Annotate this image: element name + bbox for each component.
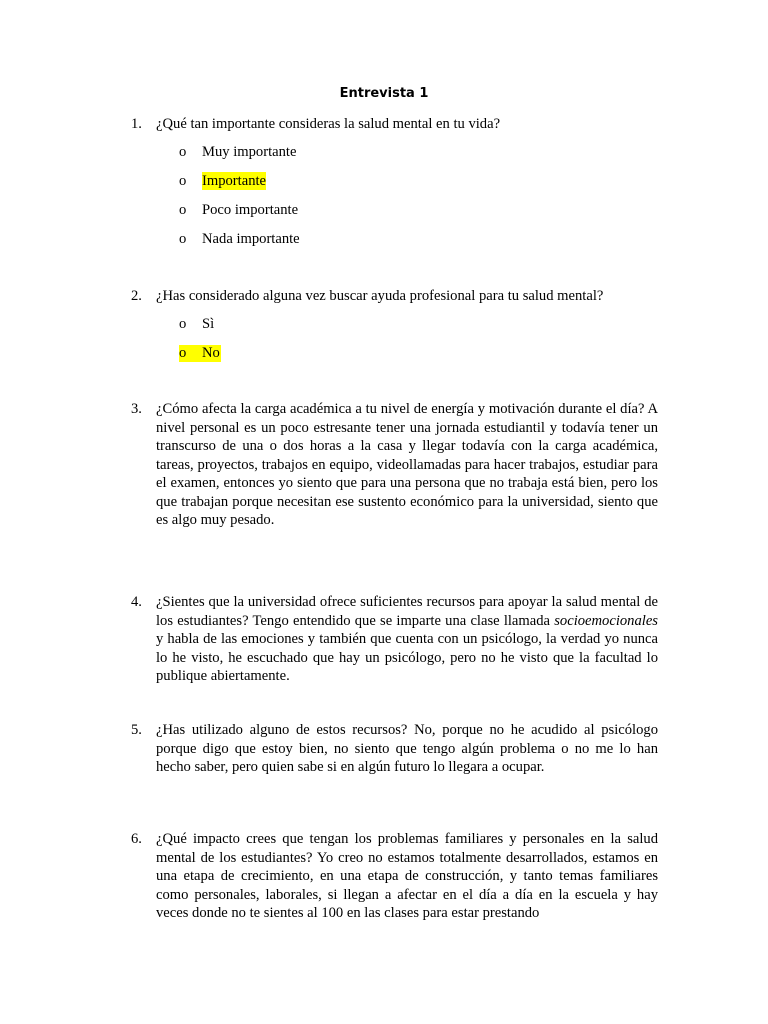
option-label: Nada importante [202,231,300,247]
option-label: Poco importante [202,202,299,218]
question-text-part: y habla de las emociones y también que cuenta con un psicólogo, la verdad yo nunca lo he visto, he escuchado que hay un psicólogo, pero no he visto que la facultad lo publique abiertamente. [156,631,658,684]
question-number: 2. [131,288,142,304]
question-number: 1. [131,116,142,132]
option-label: Muy importante [202,144,297,160]
question-text: ¿Qué tan importante consideras la salud mental en tu vida? [156,116,501,132]
question-text: ¿Qué impacto crees que tengan los problemas familiares y personales en la salud mental de los estudiantes? Yo creo no estamos totalmente desarrollados, estamos en una etapa de crecimiento, en una etapa de construcción, y tanto temas familiares como personales, laborales, si llegan a afectar en el día a día en la escuela y hay veces donde no te sientes al 100 en las clases para estar prestando [156,831,658,921]
question-text: ¿Has utilizado alguno de estos recursos? No, porque no he acudido al psicólogo porque digo que estoy bien, no siento que tengo algún problema o no me lo han hecho saber, pero quien sabe si en algún futuro lo llegara a ocupar. [156,722,658,775]
question-4 [131,593,658,686]
italic-term: socioemocionales [554,612,658,629]
option-label: Sì [202,316,215,332]
question-3 [131,400,658,530]
question-number: 4. [131,594,142,610]
question-text [156,593,658,686]
bullet-marker: o [179,202,187,218]
question-number: 3. [131,401,142,417]
option-label-highlighted: Importante [202,173,267,189]
question-text-part: ¿Sientes que la universidad ofrece suficientes recursos para apoyar la salud mental de los estudiantes? Tengo entendido que se imparte una clase llamada [156,594,658,629]
bullet-marker: o [179,231,187,247]
bullet-marker: o [179,316,187,332]
document-title: Entrevista 1 [339,86,429,101]
question-5 [131,721,658,777]
question-2 [131,287,658,306]
question-6 [131,830,658,923]
question-1 [131,115,658,134]
bullet-marker: o [179,173,187,189]
question-text: ¿Cómo afecta la carga académica a tu nivel de energía y motivación durante el día? A nivel personal es un poco estresante tener una jornada estudiantil y todavía tener un transcurso de una o dos horas a la casa y llegar todavía con la carga académica, tareas, proyectos, trabajos en equipo, videollamadas para hacer trabajos, estudiar para el examen, entonces yo siento que para una persona que no trabaja está bien, pero los que trabajan porque necesitan ese sustento económico para la universidad, siento que es algo muy pesado. [156,401,658,528]
question-text: ¿Has considerado alguna vez buscar ayuda profesional para tu salud mental? [156,288,604,304]
bullet-marker: o [179,345,187,361]
option-label-highlighted: No [202,345,220,361]
question-number: 5. [131,722,142,738]
question-number: 6. [131,831,142,847]
bullet-marker: o [179,144,187,160]
